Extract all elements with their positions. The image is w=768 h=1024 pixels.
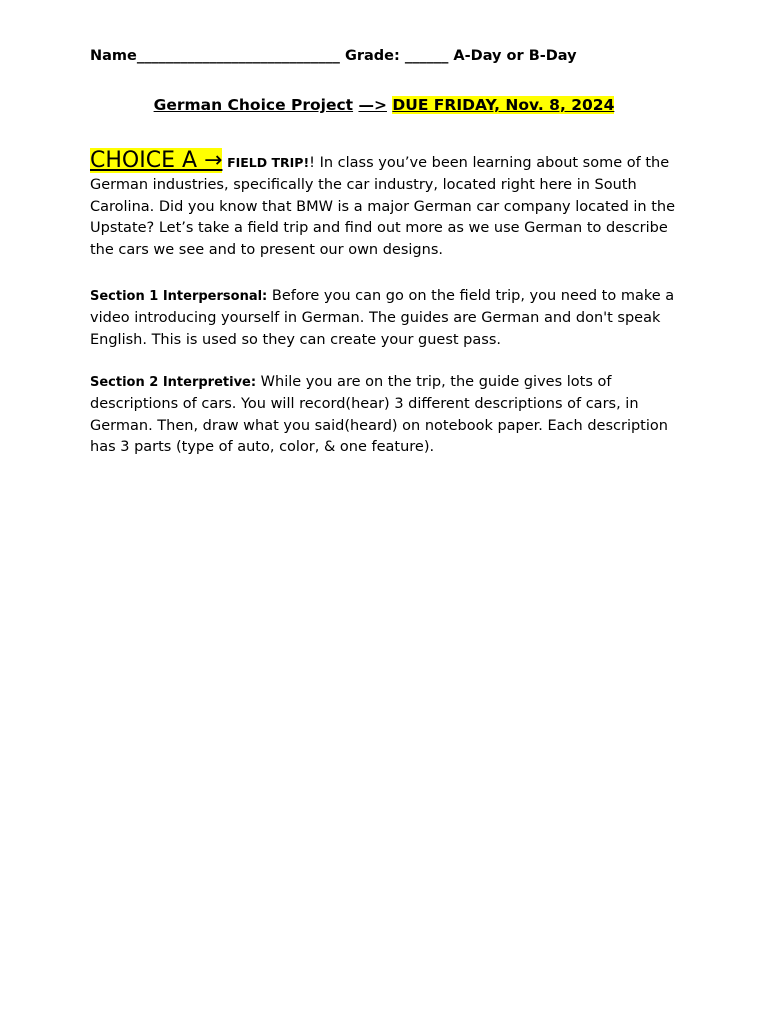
section-1-paragraph [90, 286, 690, 351]
section-2-text: While you are on the trip, the guide gives lots of descriptions of cars. You will record(hear) 3 different descriptions of cars, in German. Then, draw what you said(heard) on notebook paper. Each description has 3 parts (type of auto, color, & one feature). [90, 374, 668, 456]
name-label: Name [90, 48, 137, 64]
section-1-text: Before you can go on the field trip, you need to make a video introducing yourself in German. The guides are German and don't speak English. This is used so they can create your guest pass. [90, 288, 675, 348]
choice-a-label: CHOICE A → [90, 148, 223, 173]
page-title [0, 96, 768, 114]
section-1-label: Section 1 Interpersonal: [90, 289, 268, 304]
name-grade-line [90, 48, 577, 64]
grade-label: Grade: [344, 48, 400, 64]
choice-a-text: ! In class you’ve been learning about some of the German industries, specifically the car industry, located right here in South Carolina. Did you know that BMW is a major German car company located in the Upstate? Let’s take a field trip and find out more as we use German to describe the cars we see and to present our own designs. [90, 155, 676, 259]
day-options: A-Day or B-Day [453, 48, 577, 64]
section-2-paragraph [90, 372, 690, 459]
field-trip-label: FIELD TRIP! [227, 155, 310, 170]
project-title: German Choice Project [153, 96, 354, 114]
due-date: DUE FRIDAY, Nov. 8, 2024 [392, 96, 615, 114]
section-2-label: Section 2 Interpretive: [90, 375, 257, 390]
name-blank: ____________________________ [136, 48, 340, 64]
choice-a-paragraph [90, 150, 690, 262]
title-arrow: —> [358, 96, 387, 114]
grade-blank: ______ [404, 48, 449, 64]
